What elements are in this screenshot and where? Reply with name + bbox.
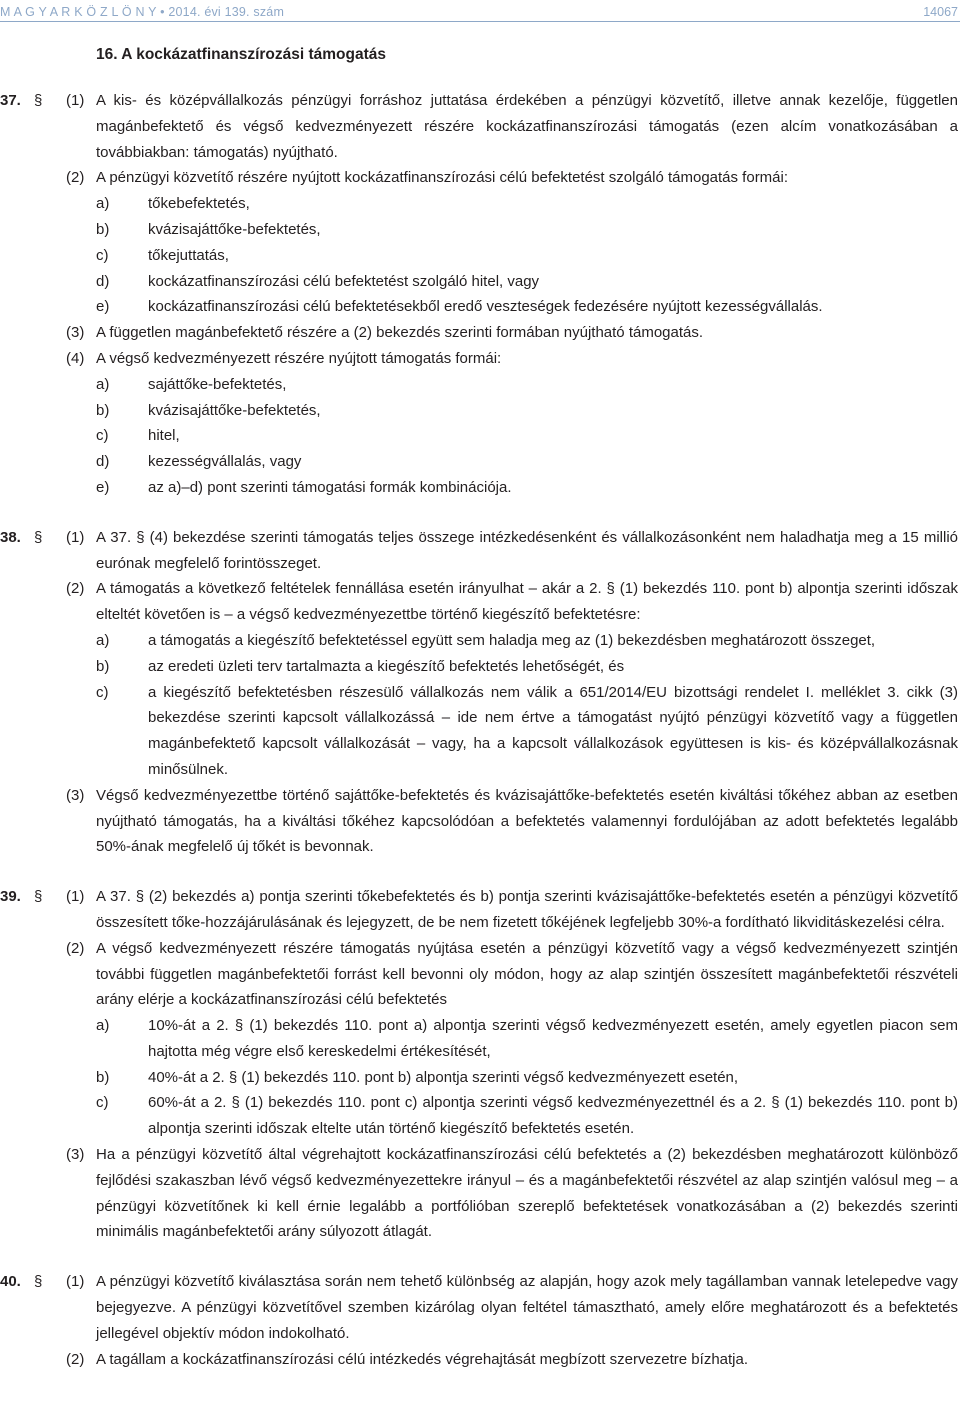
list-item [0,398,960,424]
paragraph-number: (2) [66,169,85,187]
list-item [0,680,960,783]
header-divider [0,21,960,22]
list-item-label: b) [96,657,110,675]
list-item [0,475,960,501]
paragraph [0,346,960,372]
list-item-label: d) [96,272,110,290]
paragraph [0,936,960,1013]
list-item [0,243,960,269]
list-item-label: a) [96,631,110,649]
section [0,525,960,860]
list-item-text: 10%-át a 2. § (1) bekezdés 110. pont a) alpontja szerinti végső kedvezményezett esetén, amely egyetlen piacon sem hajtotta még végre első kereskedelmi értékesítését, [148,1017,958,1060]
paragraph-number: (3) [66,786,85,804]
list-item-label: e) [96,298,110,316]
paragraph-number: (1) [66,528,85,546]
list-item-text: 60%-át a 2. § (1) bekezdés 110. pont c) alpontja szerinti végső kedvezményezettnél és a 2. § (1) bekezdés 110. pont b) alpontja szerinti időszak eltelte után történő kiegészítő befektetés esetén. [148,1094,958,1138]
section-symbol: § [34,1273,43,1291]
paragraph-text: A végső kedvezményezett részére nyújtott támogatás formái: [96,349,502,367]
paragraph [0,88,960,165]
list-item-text: kezességvállalás, vagy [148,453,302,471]
paragraph-number: (2) [66,580,85,598]
journal-title: M A G Y A R K Ö Z L Ö N Y • 2014. évi 139. szám [0,5,285,19]
chapter-title: 16. A kockázatfinanszírozási támogatás [96,46,387,63]
page-number: 14067 [923,5,958,19]
list-item-label: c) [96,427,109,445]
section-number: 40. [0,1273,21,1291]
paragraph-number: (1) [66,1273,85,1291]
list-item [0,423,960,449]
paragraph-text: A tagállam a kockázatfinanszírozási célú intézkedés végrehajtását megbízott szervezetre bízhatja. [96,1350,749,1368]
paragraph-text: A 37. § (2) bekezdés a) pontja szerinti tőkebefektetés és b) pontja szerinti kvázisajáttőke-befektetés esetén a pénzügyi közvetítő összesített tőke-hozzájárulásának és lejegyzett, de be nem fizetett tőkéjének legfeljebb 30%-a fordítható likviditáskezelési célra. [96,888,958,931]
list-item-text: kvázisajáttőke-befektetés, [148,220,321,238]
list-item-label: e) [96,478,110,496]
list-item-text: tőkejuttatás, [148,246,229,264]
list-item-label: a) [96,375,110,393]
paragraph-text: Végső kedvezményezettbe történő sajáttőke-befektetés és kvázisajáttőke-befektetés esetén kiváltási tőkéhez abban az esetben nyújtható támogatás, ha a kiváltási tőkéhez kapcsolódóan a befektetés valamennyi fordulójában az adott befektetés legalább 50%-ának megfelelő új tőkét is bevonnak. [96,786,958,856]
paragraph [0,165,960,191]
paragraph-number: (3) [66,1146,85,1164]
document-body [0,88,960,1372]
list-item-text: hitel, [148,427,180,445]
section-symbol: § [34,888,43,906]
paragraph-number: (4) [66,349,85,367]
section-number: 38. [0,528,21,546]
paragraph-text: Ha a pénzügyi közvetítő által végrehajtott kockázatfinanszírozási célú befektetés a (2) bekezdésben meghatározott különböző fejlődési szakaszban lévő végső kedvezményezettekre irányul – és a magánbefektetői részvétel az alap szintjén valósul meg – a pénzügyi közvetítőnek ki kell érnie legalább a portfólióban szereplő befektetések vonatkozásában a (2) bekezdés szerinti minimális magánbefektetői arány súlyozott átlagát. [96,1146,958,1241]
list-item-text: kvázisajáttőke-befektetés, [148,401,321,419]
section [0,88,960,501]
list-item-label: c) [96,1094,109,1112]
section [0,1269,960,1372]
paragraph [0,884,960,936]
paragraph-number: (2) [66,939,85,957]
list-item-text: sajáttőke-befektetés, [148,375,287,393]
paragraph [0,1347,960,1373]
paragraph-text: A pénzügyi közvetítő kiválasztása során nem tehető különbség az alapján, hogy azok mely tagállamban vannak letelepedve vagy bejegyezve. A pénzügyi közvetítővel szemben kizárólag olyan feltétel támasztható, amely előre meghatározott és a befektetés jellegével objektív módon indokolható. [96,1273,958,1342]
paragraph-text: A végső kedvezményezett részére támogatás nyújtása esetén a pénzügyi közvetítő vagy a végső kedvezményezett szintjén további független magánbefektetői forrást kell bevonni oly módon, hogy az alap szintjén összesített magánbefektetői részvételi arány elérje a kockázatfinanszírozási célú befektetés [96,939,958,1009]
list-item-label: c) [96,246,109,264]
paragraph [0,525,960,577]
paragraph [0,1269,960,1346]
paragraph-text: A pénzügyi közvetítő részére nyújtott kockázatfinanszírozási célú befektetést szolgáló támogatás formái: [96,169,789,187]
list-item-text: kockázatfinanszírozási célú befektetést szolgáló hitel, vagy [148,272,540,290]
paragraph-text: A támogatás a következő feltételek fennállása esetén irányulhat – akár a 2. § (1) bekezdés 110. pont b) alpontja szerinti időszak elteltét követően is – a végső kedvezményezettbe történő kiegészítő befektetésre: [96,580,958,624]
section-symbol: § [34,92,43,109]
paragraph-number: (1) [66,888,85,906]
list-item-text: az eredeti üzleti terv tartalmazta a kiegészítő befektetés lehetőségét, és [148,657,625,675]
list-item [0,1013,960,1065]
list-item [0,269,960,295]
section [0,884,960,1245]
list-item [0,191,960,217]
list-item-text: kockázatfinanszírozási célú befektetésekből eredő veszteségek fedezésére nyújtott kezességvállalás. [148,298,823,316]
list-item-text: a támogatás a kiegészítő befektetéssel együtt sem haladja meg az (1) bekezdésben meghatározott összeget, [148,631,876,649]
paragraph [0,783,960,860]
list-item-label: c) [96,683,109,701]
list-item-label: b) [96,401,110,419]
paragraph [0,320,960,346]
list-item-label: b) [96,1068,110,1086]
paragraph-number: (3) [66,324,85,342]
section-number: 39. [0,888,21,906]
list-item [0,628,960,654]
list-item-label: a) [96,1017,110,1035]
list-item-text: a kiegészítő befektetésben részesülő vállalkozás nem válik a 651/2014/EU bizottsági rendelet I. melléklet 3. cikk (3) bekezdése szerinti kapcsolt vállalkozássá – ide nem értve a támogatást nyújtó pénzügyi közvetítő vagy a független magánbefektető kapcsolt vállalkozását – vagy, ha a kapcsolt vállalkozások együttesen is kis- és középvállalkozásnak minősülnek. [148,683,958,778]
paragraph-text: A 37. § (4) bekezdése szerinti támogatás teljes összege intézkedésenként és vállalkozásonként nem haladhatja meg a 15 millió eurónak megfelelő forintösszeget. [96,528,958,572]
paragraph-number: (2) [66,1350,85,1368]
paragraph-text: A kis- és középvállalkozás pénzügyi forráshoz juttatása érdekében a pénzügyi közvetítő, illetve annak kezelője, független magánbefektető és végső kedvezményezett részére kockázatfinanszírozási támogatás (ezen alcím vonatkozásában a továbbiakban: támogatás) nyújtható. [96,92,958,161]
page-header [0,0,960,22]
list-item-text: az a)–d) pont szerinti támogatási formák kombinációja. [148,478,512,496]
list-item [0,1090,960,1142]
list-item [0,1065,960,1091]
list-item [0,217,960,243]
list-item [0,372,960,398]
list-item [0,654,960,680]
list-item-label: b) [96,220,110,238]
list-item-label: a) [96,195,110,213]
list-item [0,294,960,320]
paragraph [0,576,960,628]
list-item-text: tőkebefektetés, [148,195,250,213]
section-number: 37. [0,92,21,109]
paragraph-number: (1) [66,92,85,109]
list-item-label: d) [96,453,110,471]
paragraph-text: A független magánbefektető részére a (2) bekezdés szerinti formában nyújtható támogatás. [96,324,704,342]
list-item-text: 40%-át a 2. § (1) bekezdés 110. pont b) alpontja szerinti végső kedvezményezett esetén, [148,1068,739,1086]
paragraph [0,1142,960,1245]
list-item [0,449,960,475]
section-symbol: § [34,528,43,546]
